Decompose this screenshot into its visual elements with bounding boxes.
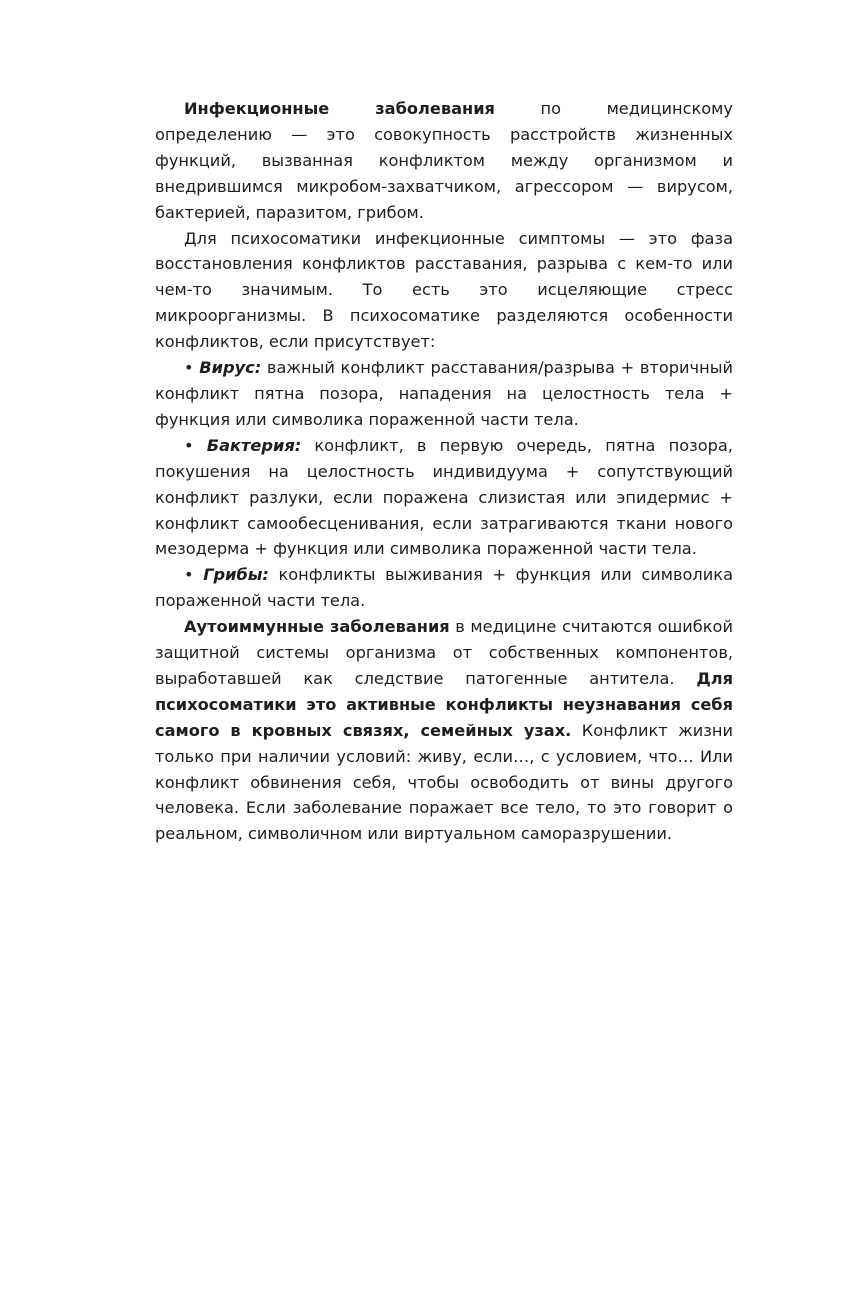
paragraph-text: Для психосоматики инфекционные симптомы — это фаза восстановления конфликтов расставания, разрыва с кем-то или чем-то значимым. То есть это исцеляющие стресс микроорганизмы. В психосоматике разделяются особенности конфликтов, если присутствует: <box>155 228 733 352</box>
paragraph-text: в медицине считаются ошибкой защитной системы организма от собственных компонентов, выработавшей как следствие патогенные антитела. <box>155 617 733 688</box>
bullet-text: конфликт, в первую очередь, пятна позора, покушения на целостность индивидуума + сопутствующий конфликт разлуки, если поражена слизистая или эпидермис + конфликт самообесценивания, если затрагиваются ткани нового мезодерма + функция или символика пораженной части тела. <box>155 435 733 559</box>
paragraph-psychosomatics-infection <box>155 226 733 356</box>
term-virus: Вирус: <box>199 358 262 378</box>
term-infectious-diseases: Инфекционные заболевания <box>184 99 495 118</box>
paragraph-autoimmune-diseases <box>155 614 733 847</box>
bullet-bacteria <box>155 433 733 563</box>
paragraph-text: по медицинскому определению — это совокупность расстройств жизненных функций, вызванная конфликтом между организмом и внедрившимся микробом-захватчиком, агрессором — вирусом, бактерией, паразитом, грибом. <box>155 99 733 222</box>
bullet-virus <box>155 355 733 433</box>
bullet-icon: • <box>184 565 194 585</box>
term-fungi: Грибы: <box>203 565 269 585</box>
paragraph-infectious-diseases <box>155 96 733 226</box>
bullet-icon: • <box>184 358 194 378</box>
paragraph-text: Конфликт жизни только при наличии условий: живу, если…, с условием, что… Или конфликт обвинения себя, чтобы освободить от вины другого человека. Если заболевание поражает все тело, то это говорит о реальном, символичном или виртуальном саморазрушении. <box>155 720 734 844</box>
bullet-icon: • <box>184 435 194 455</box>
bold-statement: Для психосоматики это активные конфликты неузнавания себя самого в кровных связях, семейных узах. <box>155 668 733 740</box>
term-autoimmune-diseases: Аутоиммунные заболевания <box>184 617 450 637</box>
bullet-text: важный конфликт расставания/разрыва + вторичный конфликт пятна позора, нападения на целостность тела + функция или символика пораженной части тела. <box>155 358 733 429</box>
term-bacteria: Бактерия: <box>206 435 302 455</box>
page-body <box>155 96 733 847</box>
bullet-fungi <box>155 562 733 614</box>
bullet-text: конфликты выживания + функция или символика пораженной части тела. <box>155 565 733 611</box>
